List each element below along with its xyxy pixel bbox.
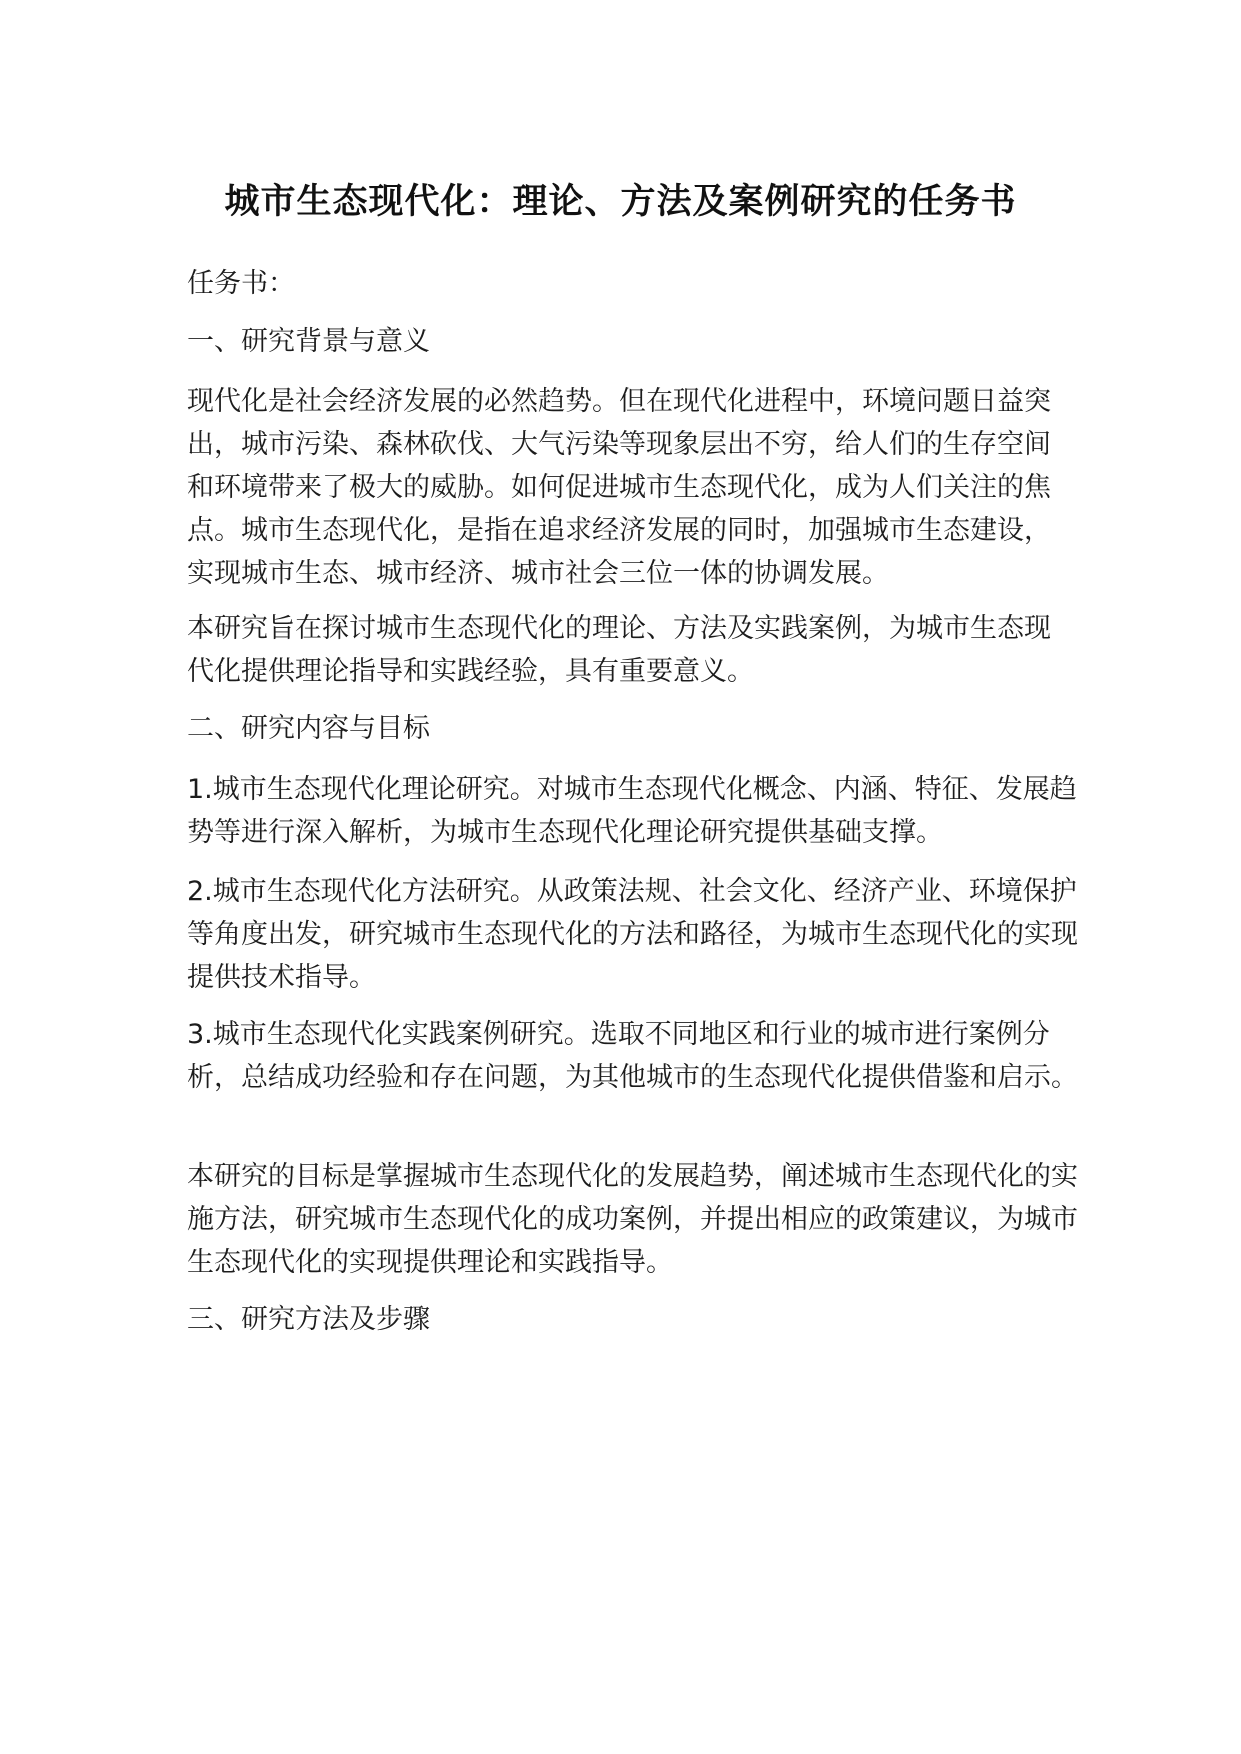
section2-goal: 本研究的目标是掌握城市生态现代化的发展趋势，阐述城市生态现代化的实施方法，研究城市生态现代化的成功案例，并提出相应的政策建议，为城市生态现代化的实现提供理论和实践指导。 — [187, 1161, 1078, 1278]
section1-paragraph-2-wrap — [187, 607, 1067, 693]
document-title: 城市生态现代化：理论、方法及案例研究的任务书 — [224, 182, 1017, 222]
section2-item-1-wrap — [187, 768, 1092, 854]
section1-paragraph-1: 现代化是社会经济发展的必然趋势。但在现代化进程中，环境问题日益突出，城市污染、森林砍伐、大气污染等现象层出不穷，给人们的生存空间和环境带来了极大的威胁。如何促进城市生态现代化，成为人们关注的焦点。城市生态现代化，是指在追求经济发展的同时，加强城市生态建设，实现城市生态、城市经济、城市社会三位一体的协调发展。 — [187, 386, 1051, 589]
section3-heading: 三、研究方法及步骤 — [187, 1304, 430, 1335]
section2-item-2: 2.城市生态现代化方法研究。从政策法规、社会文化、经济产业、环境保护等角度出发，研究城市生态现代化的方法和路径，为城市生态现代化的实现提供技术指导。 — [187, 876, 1078, 993]
section2-heading-wrap — [187, 707, 1092, 750]
section2-item-1: 1.城市生态现代化理论研究。对城市生态现代化概念、内涵、特征、发展趋势等进行深入解析，为城市生态现代化理论研究提供基础支撑。 — [187, 774, 1077, 848]
section3-heading-wrap — [187, 1298, 1092, 1341]
section1-heading-wrap — [187, 320, 1092, 363]
section1-paragraph-2: 本研究旨在探讨城市生态现代化的理论、方法及实践案例，为城市生态现代化提供理论指导和实践经验，具有重要意义。 — [187, 613, 1051, 687]
section2-heading: 二、研究内容与目标 — [187, 713, 430, 744]
section2-item-2-wrap — [187, 870, 1092, 999]
section1-paragraph-1-wrap — [187, 380, 1067, 595]
section2-item-3-wrap — [187, 1013, 1092, 1099]
section2-item-3: 3.城市生态现代化实践案例研究。选取不同地区和行业的城市进行案例分析，总结成功经验和存在问题，为其他城市的生态现代化提供借鉴和启示。 — [187, 1019, 1078, 1093]
label-task-book — [187, 262, 1092, 305]
task-book-label: 任务书： — [187, 268, 295, 299]
section1-heading: 一、研究背景与意义 — [187, 326, 430, 357]
section2-goal-wrap — [187, 1155, 1092, 1284]
